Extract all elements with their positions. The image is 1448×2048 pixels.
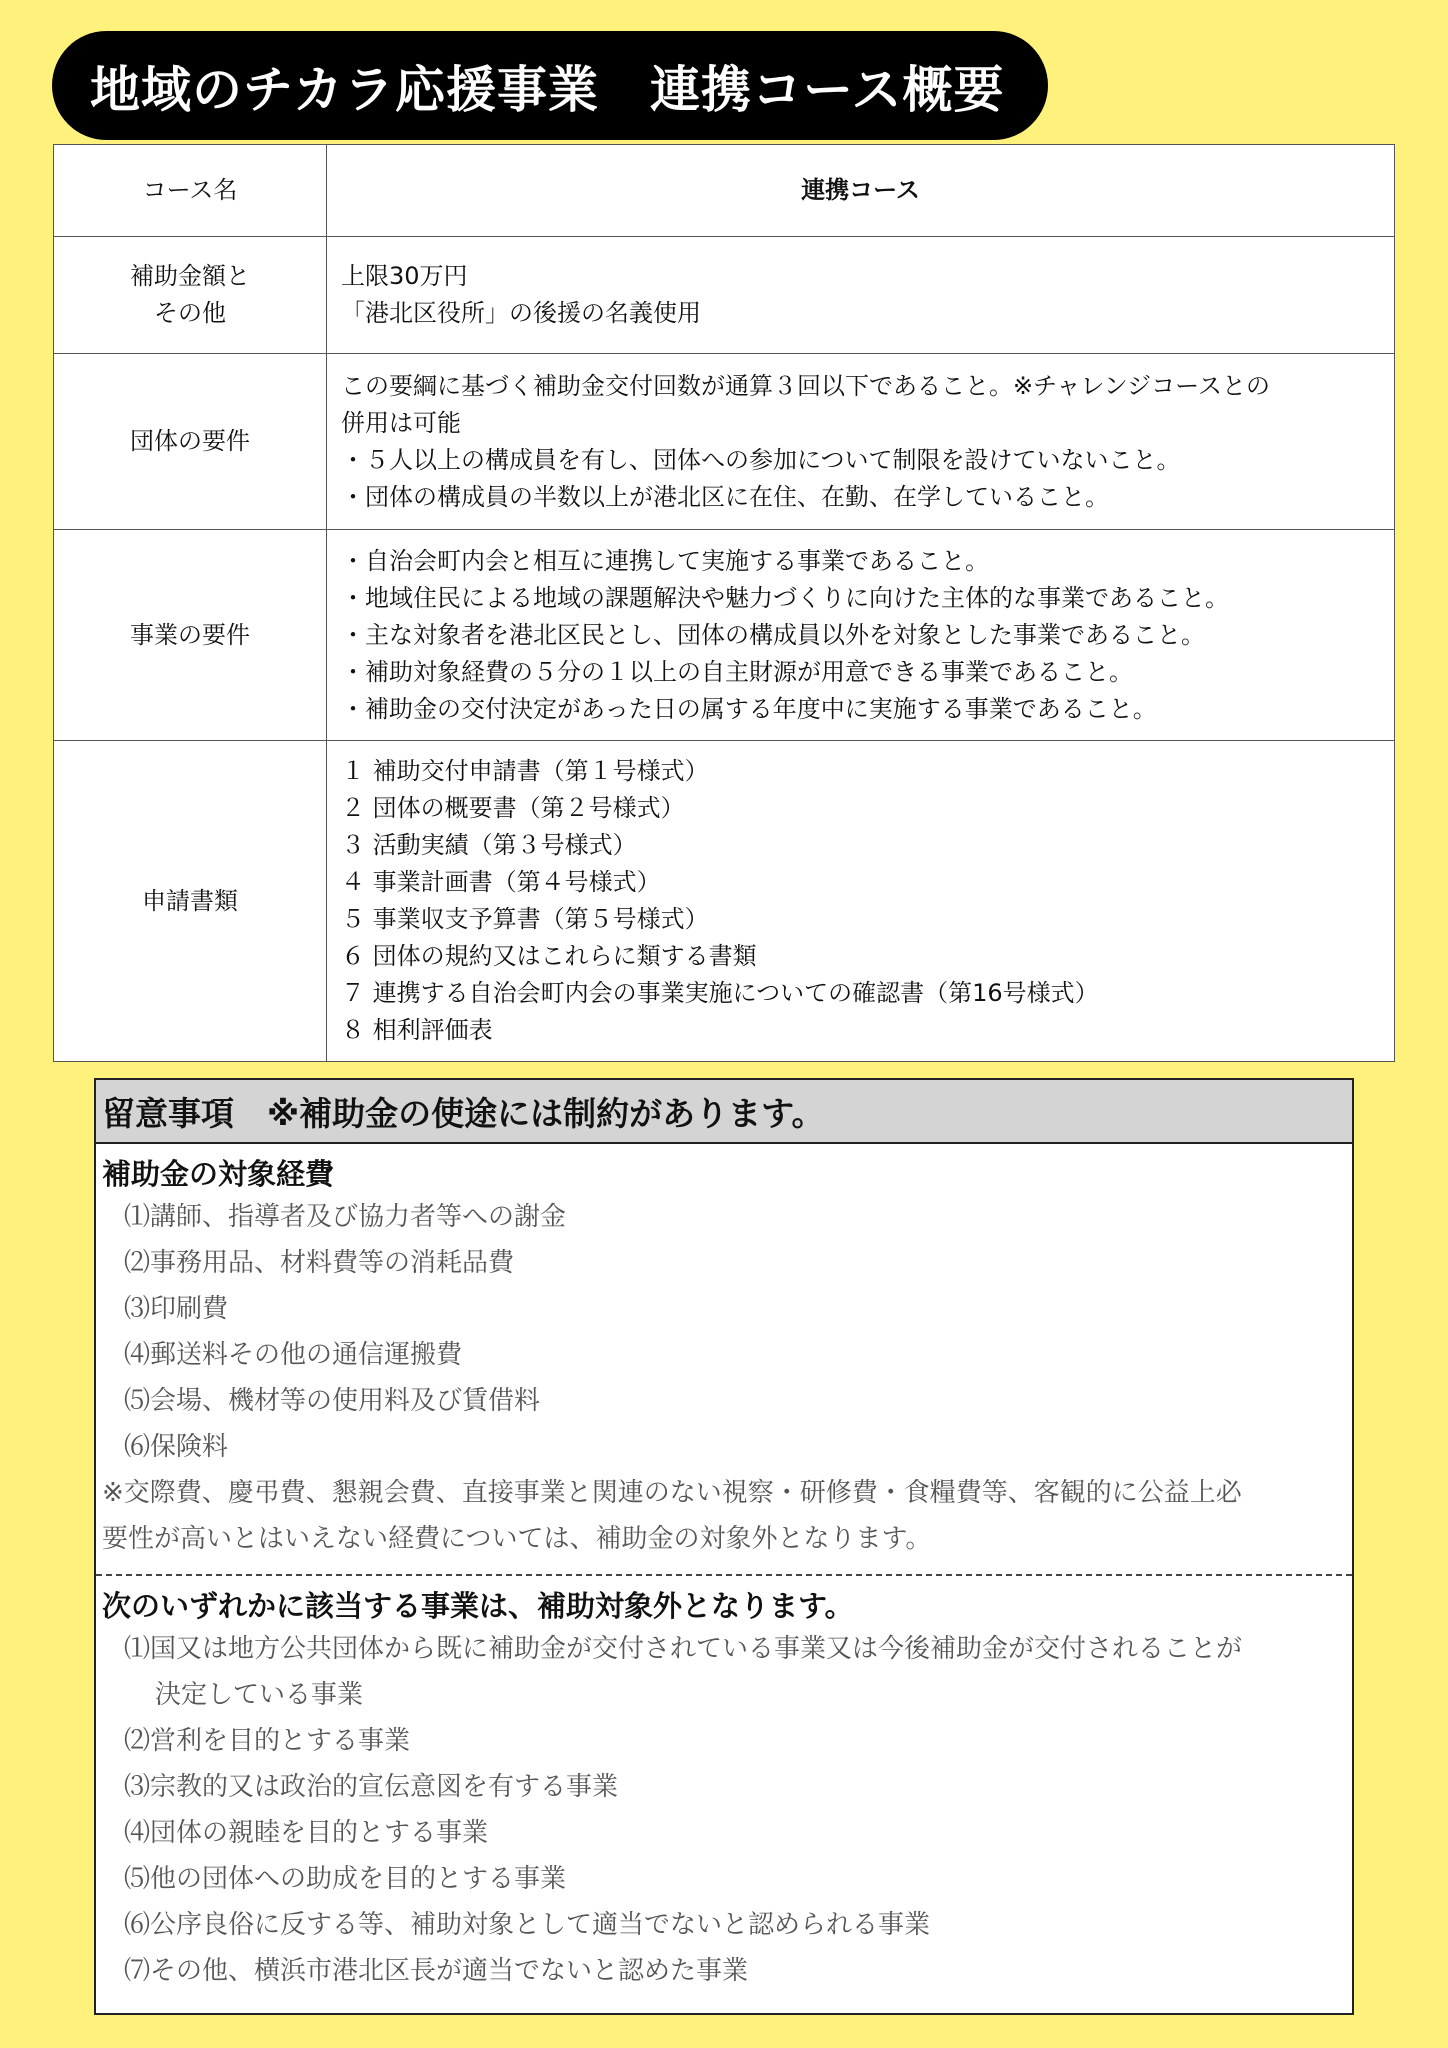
list-item: ⑸会場、機材等の使用料及び賃借料 xyxy=(124,1386,541,1416)
list-item-continuation: 決定している事業 xyxy=(155,1680,364,1710)
doc-line: １ 補助交付申請書（第１号様式） xyxy=(341,757,709,785)
org-line: 併用は可能 xyxy=(341,408,461,437)
excluded-list xyxy=(96,1626,1352,1994)
page-title: 地域のチカラ応援事業 連携コース概要 xyxy=(52,31,1048,140)
subsidy-label-line: 補助金額と xyxy=(130,262,250,290)
org-line: ・団体の構成員の半数以上が港北区に在住、在勤、在学していること。 xyxy=(341,482,1109,511)
notes-box xyxy=(94,1078,1354,2015)
application-docs-content xyxy=(327,741,1395,1062)
list-item: ⑵営利を目的とする事業 xyxy=(124,1726,411,1756)
list-item: ⑶宗教的又は政治的宣伝意図を有する事業 xyxy=(124,1772,619,1802)
org-line: この要綱に基づく補助金交付回数が通算３回以下であること。※チャレンジコースとの xyxy=(341,371,1270,400)
course-name-value: 連携コース xyxy=(327,145,1395,237)
doc-line: ４ 事業計画書（第４号様式） xyxy=(341,868,661,896)
row-org-requirements xyxy=(54,354,1395,530)
row-project-requirements xyxy=(54,530,1395,741)
note-line: 要性が高いとはいえない経費については、補助金の対象外となります。 xyxy=(102,1524,932,1554)
list-item: ⑴講師、指導者及び協力者等への謝金 xyxy=(124,1202,567,1232)
doc-line: ２ 団体の概要書（第２号様式） xyxy=(341,794,685,822)
list-item: ⑹保険料 xyxy=(124,1432,229,1462)
row-subsidy xyxy=(54,237,1395,354)
subsidy-content xyxy=(327,237,1395,354)
course-overview-table xyxy=(53,144,1395,1062)
list-item: ⑴国又は地方公共団体から既に補助金が交付されている事業又は今後補助金が交付されることが xyxy=(124,1634,1243,1664)
note-line: ※交際費、慶弔費、懇親会費、直接事業と関連のない視察・研修費・食糧費等、客観的に公益上必 xyxy=(102,1478,1242,1508)
subsidy-label xyxy=(54,237,327,354)
subsidy-line: 上限30万円 xyxy=(341,262,468,290)
list-item: ⑺その他、横浜市港北区長が適当でないと認めた事業 xyxy=(124,1956,749,1986)
list-item: ⑹公序良俗に反する等、補助対象として適当でないと認められる事業 xyxy=(124,1910,931,1940)
project-requirements-label: 事業の要件 xyxy=(54,530,327,741)
org-line: ・５人以上の構成員を有し、団体への参加について制限を設けていないこと。 xyxy=(341,445,1181,474)
list-item: ⑷団体の親睦を目的とする事業 xyxy=(124,1818,489,1848)
list-item: ⑷郵送料その他の通信運搬費 xyxy=(124,1340,463,1370)
doc-line: ５ 事業収支予算書（第５号様式） xyxy=(341,905,709,933)
project-line: ・主な対象者を港北区民とし、団体の構成員以外を対象とした事業であること。 xyxy=(341,620,1205,649)
project-line: ・補助金の交付決定があった日の属する年度中に実施する事業であること。 xyxy=(341,694,1157,723)
org-requirements-label: 団体の要件 xyxy=(54,354,327,530)
doc-line: ３ 活動実績（第３号様式） xyxy=(341,831,637,859)
doc-line: ６ 団体の規約又はこれらに類する書類 xyxy=(341,942,757,970)
row-course-name xyxy=(54,145,1395,237)
expenses-list xyxy=(96,1194,1352,1470)
list-item: ⑶印刷費 xyxy=(124,1294,229,1324)
application-docs-label: 申請書類 xyxy=(54,741,327,1062)
subsidy-line: 「港北区役所」の後援の名義使用 xyxy=(341,299,701,327)
excluded-title: 次のいずれかに該当する事業は、補助対象外となります。 xyxy=(102,1589,854,1623)
project-line: ・自治会町内会と相互に連携して実施する事業であること。 xyxy=(341,546,989,575)
org-requirements-content xyxy=(327,354,1395,530)
doc-line: ７ 連携する自治会町内会の事業実施についての確認書（第16号様式） xyxy=(341,979,1099,1007)
project-requirements-content xyxy=(327,530,1395,741)
notes-header: 留意事項 ※補助金の使途には制約があります。 xyxy=(96,1080,1352,1144)
project-line: ・地域住民による地域の課題解決や魅力づくりに向けた主体的な事業であること。 xyxy=(341,583,1229,612)
project-line: ・補助対象経費の５分の１以上の自主財源が用意できる事業であること。 xyxy=(341,657,1133,686)
subsidy-label-line: その他 xyxy=(154,299,226,327)
row-application-docs xyxy=(54,741,1395,1062)
doc-line: ８ 相利評価表 xyxy=(341,1016,493,1044)
expenses-note xyxy=(96,1470,1352,1562)
list-item: ⑸他の団体への助成を目的とする事業 xyxy=(124,1864,567,1894)
list-item: ⑵事務用品、材料費等の消耗品費 xyxy=(124,1248,515,1278)
expenses-title: 補助金の対象経費 xyxy=(102,1157,335,1191)
course-name-label: コース名 xyxy=(54,145,327,237)
